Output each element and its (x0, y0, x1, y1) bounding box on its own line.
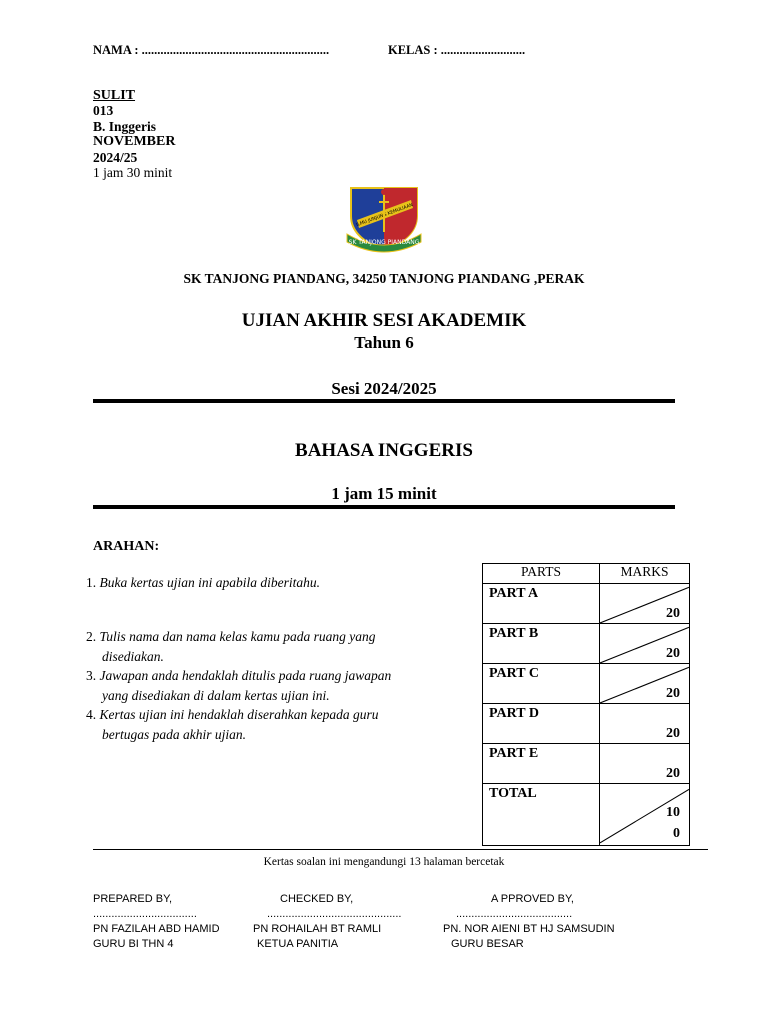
instruction-item (86, 627, 456, 666)
signature-role: CHECKED BY, (280, 893, 354, 905)
school-logo (343, 180, 425, 254)
parts-column-header: PARTS (483, 564, 600, 584)
sulit-label: SULIT (93, 88, 136, 103)
school-address: SK TANJONG PIANDANG, 34250 TANJONG PIANDANG ,PERAK (183, 271, 585, 286)
signature-role: A PPROVED BY, (491, 893, 574, 905)
mark-cell[interactable] (600, 664, 690, 704)
table-row (483, 744, 690, 784)
instruction-number: 4. (86, 707, 97, 722)
instruction-text: Kertas ujian ini hendaklah diserahkan kepada guru (99, 707, 379, 722)
part-label: PART C (483, 664, 600, 704)
instruction-text: Jawapan anda hendaklah ditulis pada ruang jawapan (99, 668, 392, 683)
instructions-heading: ARAHAN: (93, 539, 160, 554)
table-row (483, 624, 690, 664)
mark-cell[interactable] (600, 584, 690, 624)
total-mark-line2: 0 (673, 826, 680, 841)
instruction-text: disediakan. (102, 648, 164, 664)
signature-line: ...................................... (456, 908, 573, 920)
mark-cell[interactable] (600, 744, 690, 784)
instruction-text: Buka kertas ujian ini apabila diberitahu. (99, 575, 320, 590)
footer-divider (93, 849, 708, 850)
class-field-label: KELAS : ........................... (388, 43, 526, 57)
exam-month: NOVEMBER (93, 134, 176, 149)
signature-title: GURU BI THN 4 (93, 938, 174, 950)
instruction-number: 2. (86, 629, 97, 644)
mark-cell[interactable] (600, 624, 690, 664)
instruction-number: 3. (86, 668, 97, 683)
exam-title: UJIAN AKHIR SESI AKADEMIK (241, 310, 527, 331)
exam-time: 1 jam 15 minit (331, 484, 437, 503)
signature-line: .................................. (93, 908, 197, 920)
signature-role: PREPARED BY, (93, 893, 173, 905)
total-label: TOTAL (483, 784, 600, 846)
signature-name: PN. NOR AIENI BT HJ SAMSUDIN (443, 923, 615, 935)
divider-thick (93, 505, 675, 509)
exam-session: Sesi 2024/2025 (331, 379, 437, 398)
signature-name: PN FAZILAH ABD HAMID (93, 923, 220, 935)
part-label: PART D (483, 704, 600, 744)
exam-year: 2024/25 (93, 150, 138, 165)
subject-short: B. Inggeris (93, 119, 157, 134)
total-mark-line1: 10 (666, 805, 680, 820)
paper-code: 013 (93, 103, 114, 118)
total-mark-cell[interactable] (600, 784, 690, 846)
max-mark: 20 (666, 686, 680, 701)
mark-cell[interactable] (600, 704, 690, 744)
table-row-total (483, 784, 690, 846)
max-mark: 20 (666, 646, 680, 661)
instruction-text: bertugas pada akhir ujian. (102, 726, 246, 742)
divider-thick (93, 399, 675, 403)
name-field-label: NAMA : ............................................................ (93, 43, 330, 57)
marks-column-header: MARKS (600, 564, 690, 584)
total-max-mark (660, 802, 680, 844)
signature-block-checked (253, 892, 401, 952)
svg-text:ILMU JUNJUNG KEMULIAAN: ILMU JUNJUNG KEMULIAAN (355, 202, 414, 229)
svg-text:SK TANJONG PIANDANG: SK TANJONG PIANDANG (348, 239, 420, 246)
signature-block-approved (443, 892, 615, 952)
max-mark: 20 (666, 726, 680, 741)
table-row (483, 704, 690, 744)
table-row (483, 584, 690, 624)
part-label: PART A (483, 584, 600, 624)
part-label: PART B (483, 624, 600, 664)
table-row (483, 664, 690, 704)
signature-title: KETUA PANITIA (257, 938, 339, 950)
marks-table (482, 563, 690, 846)
page-count-note: Kertas soalan ini mengandungi 13 halaman bercetak (263, 856, 505, 868)
signature-line: ............................................ (267, 908, 402, 920)
signature-block-prepared (93, 892, 220, 952)
signature-title: GURU BESAR (451, 938, 524, 950)
subject-title: BAHASA INGGERIS (295, 440, 473, 461)
max-mark: 20 (666, 766, 680, 781)
part-label: PART E (483, 744, 600, 784)
instruction-item (86, 666, 456, 705)
instruction-item (86, 705, 456, 744)
paper-duration: 1 jam 30 minit (93, 165, 173, 180)
instruction-text: Tulis nama dan nama kelas kamu pada ruang yang (99, 629, 376, 644)
instruction-text: yang disediakan di dalam kertas ujian ini. (102, 687, 330, 703)
instruction-item (86, 573, 456, 593)
signature-name: PN ROHAILAH BT RAMLI (253, 923, 382, 935)
instruction-number: 1. (86, 575, 97, 590)
max-mark: 20 (666, 606, 680, 621)
exam-level: Tahun 6 (354, 333, 414, 352)
